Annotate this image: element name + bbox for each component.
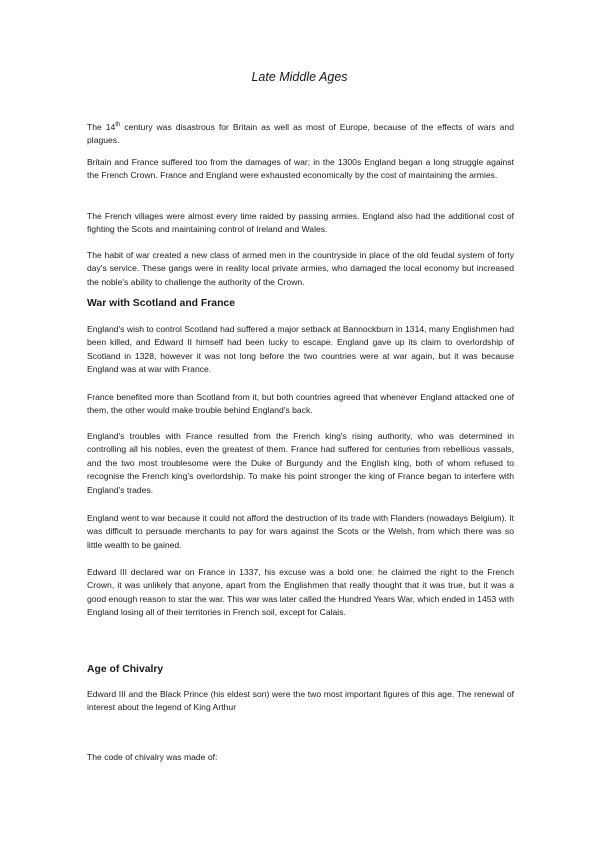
section-heading-chivalry: Age of Chivalry [87,664,164,675]
war-paragraph-5: Edward III declared war on France in 1337, his excuse was a bold one: he claimed the right to the French Crown, it was unlikely that anyone, apart from the Englishmen that really thought that it was true, but it was a good enough reason to star the war. This war was later called the Hundred Years War, which ended in 1453 with England losing all of their territories in French soil, except for Calais. [87,567,514,618]
intro-paragraph-4: The habit of war created a new class of armed men in the countryside in place of the old feudal system of forty day's service. These gangs were in reality local private armies, who damaged the local economy but increased the noble's ability to challenge the authority of the Crown. [87,250,514,287]
superscript-th: th [115,122,121,129]
intro-paragraph-1-text-after: century was disastrous for Britain as well as most of Europe, because of the effects of wars and plagues. [87,122,514,146]
section-heading-war: War with Scotland and France [87,298,235,309]
chivalry-paragraph-1: Edward III and the Black Prince (his eldest son) were the two most important figures of this age. The renewal of interest about the legend of King Arthur [87,689,514,713]
intro-paragraph-3: The French villages were almost every time raided by passing armies. England also had the additional cost of fighting the Scots and maintaining control of Ireland and Wales. [87,211,514,235]
chivalry-paragraph-2: The code of chivalry was made of: [87,752,218,762]
intro-paragraph-2: Britain and France suffered too from the damages of war; in the 1300s England began a long struggle against the French Crown. France and England were exhausted economically by the cost of maintaining the armies. [87,157,514,181]
war-paragraph-4: England went to war because it could not afford the destruction of its trade with Flanders (nowadays Belgium). It was difficult to persuade merchants to pay for wars against the Scots or the Welsh, from which there was so little wealth to be gained. [87,513,514,550]
war-paragraph-1: England's wish to control Scotland had suffered a major setback at Bannockburn in 1314, many Englishmen had been killed, and Edward II himself had been lucky to escape. England gave up its claim to overlordship of Scotland in 1328, however it was not long before the two countries were at war again, but it was because England was at war with France. [87,324,514,375]
war-paragraph-2: France benefited more than Scotland from it, but both countries agreed that whenever England attacked one of them, the other would make trouble behind England's back. [87,392,514,416]
intro-paragraph-1-text-before: The 14 [87,122,116,132]
intro-paragraph-1 [87,121,514,148]
war-paragraph-3: England's troubles with France resulted from the French king's rising authority, who was determined in controlling all his nobles, even the greatest of them. France had suffered for centuries from rebellious vassals, and the two most troublesome were the Duke of Burgundy and the English king, both of whom refused to recognise the French king's overlordship. To make his point stronger the king of France began to interfere with England's trades. [87,431,514,495]
page-title: Late Middle Ages [251,70,348,84]
